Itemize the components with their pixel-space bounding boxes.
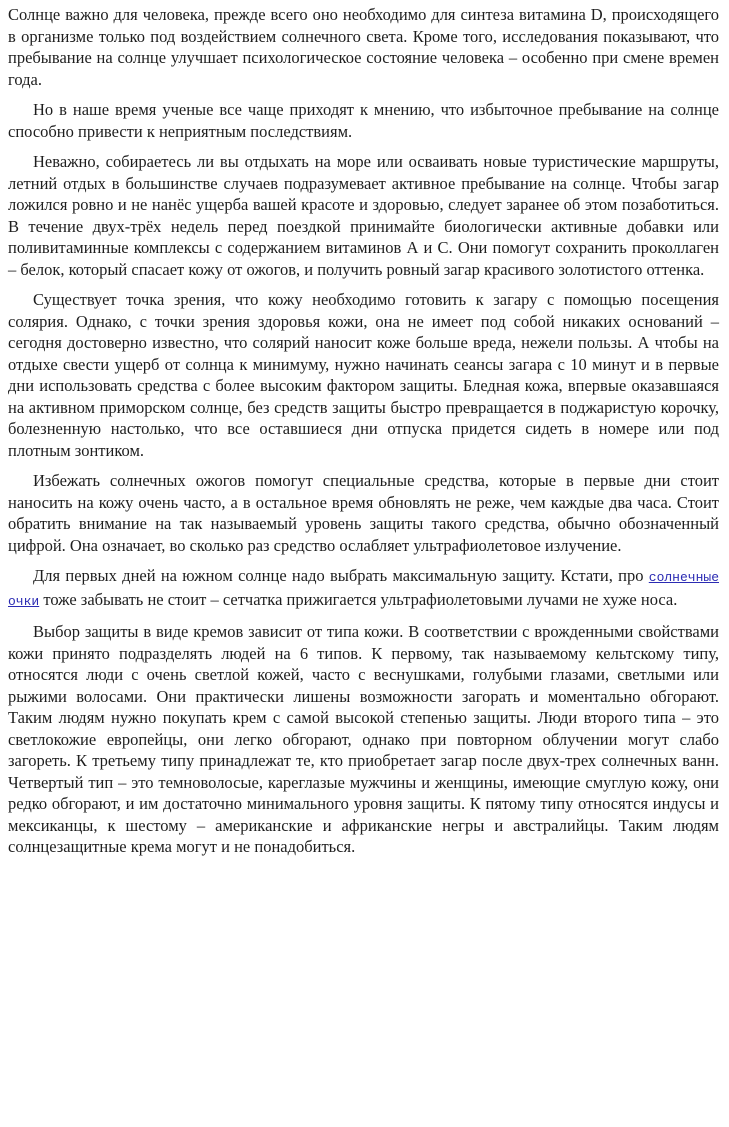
- paragraph-vitamin-d: Солнце важно для человека, прежде всего оно необходимо для синтеза витамина D, происходящего в организме только под воздействием солнечного света. Кроме того, исследования показывают, что пребывание на солнце улучшает психологическое состояние человека – особенно при смене времен года.: [8, 5, 719, 89]
- sunglasses-link[interactable]: солнечные очки: [8, 570, 719, 609]
- paragraph-preparation: Неважно, собираетесь ли вы отдыхать на море или осваивать новые туристические маршруты, летний отдых в большинстве случаев подразумевает активное пребывание на солнце. Чтобы загар ложился ровно и не нанёс ущерба вашей красоте и здоровью, следует заранее об этом позаботиться. В течение двух-трёх недель перед поездкой принимайте биологически активные добавки или поливитаминные комплексы с содержанием витаминов А и С. Они помогут сохранить проколлаген – белок, который спасает кожу от ожогов, и получить ровный загар красивого золотистого оттенка.: [8, 152, 719, 279]
- paragraph-sunglasses-text-end: тоже забывать не стоит – сетчатка прижигается ультрафиолетовыми лучами не хуже носа.: [39, 589, 678, 609]
- paragraph-solarium: Существует точка зрения, что кожу необходимо готовить к загару с помощью посещения солярия. Однако, с точки зрения здоровья кожи, она не имеет под собой никаких оснований – сегодня достоверно известно, что солярий наносит коже больше вреда, нежели пользы. А чтобы на отдыхе свести ущерб от солнца к минимуму, нужно начинать сеансы загара с 10 минут и в первые дни использовать средства с более высоким фактором защиты. Бледная кожа, впервые оказавшаяся на активном приморском солнце, без средств защиты быстро превращается в поджаристую корочку, болезненную настолько, что все оставшиеся дни отпуска придется сидеть в номере или под плотным зонтиком.: [8, 290, 719, 460]
- paragraph-sunglasses-text-start: Для первых дней на южном солнце надо выбрать максимальную защиту. Кстати, про: [33, 566, 649, 585]
- paragraph-excess-sun: Но в наше время ученые все чаще приходят к мнению, что избыточное пребывание на солнце способно привести к неприятным последствиям.: [8, 100, 719, 141]
- paragraph-skin-types: Выбор защиты в виде кремов зависит от типа кожи. В соответствии с врожденными свойствами кожи принято подразделять людей на 6 типов. К первому, так называемому кельтскому типу, относятся люди с очень светлой кожей, часто с веснушками, голубыми глазами, светлыми или рыжими волосами. Они практически лишены возможности загорать и моментально обгорают. Таким людям нужно покупать крем с самой высокой степенью защиты. Люди второго типа – это светлокожие европейцы, они легко обгорают, однако при повторном облучении могут слабо загореть. К третьему типу принадлежат те, кто приобретает загар после двух-трех солнечных ванн. Четвертый тип – это темноволосые, кареглазые мужчины и женщины, имеющие смуглую кожу, они редко обгорают, и им достаточно минимального уровня защиты. К пятому типу относятся индусы и мексиканцы, к шестому – американские и африканские негры и австралийцы. Таким людям солнцезащитные крема могут и не понадобиться.: [8, 622, 719, 856]
- paragraph-sunscreen: Избежать солнечных ожогов помогут специальные средства, которые в первые дни стоит наносить на кожу очень часто, а в остальное время обновлять не реже, чем каждые два часа. Стоит обратить внимание на так называемый уровень защиты такого средства, обычно обозначенный цифрой. Она означает, во сколько раз средство ослабляет ультрафиолетовое излучение.: [8, 471, 719, 555]
- paragraph-sunglasses: [8, 565, 719, 612]
